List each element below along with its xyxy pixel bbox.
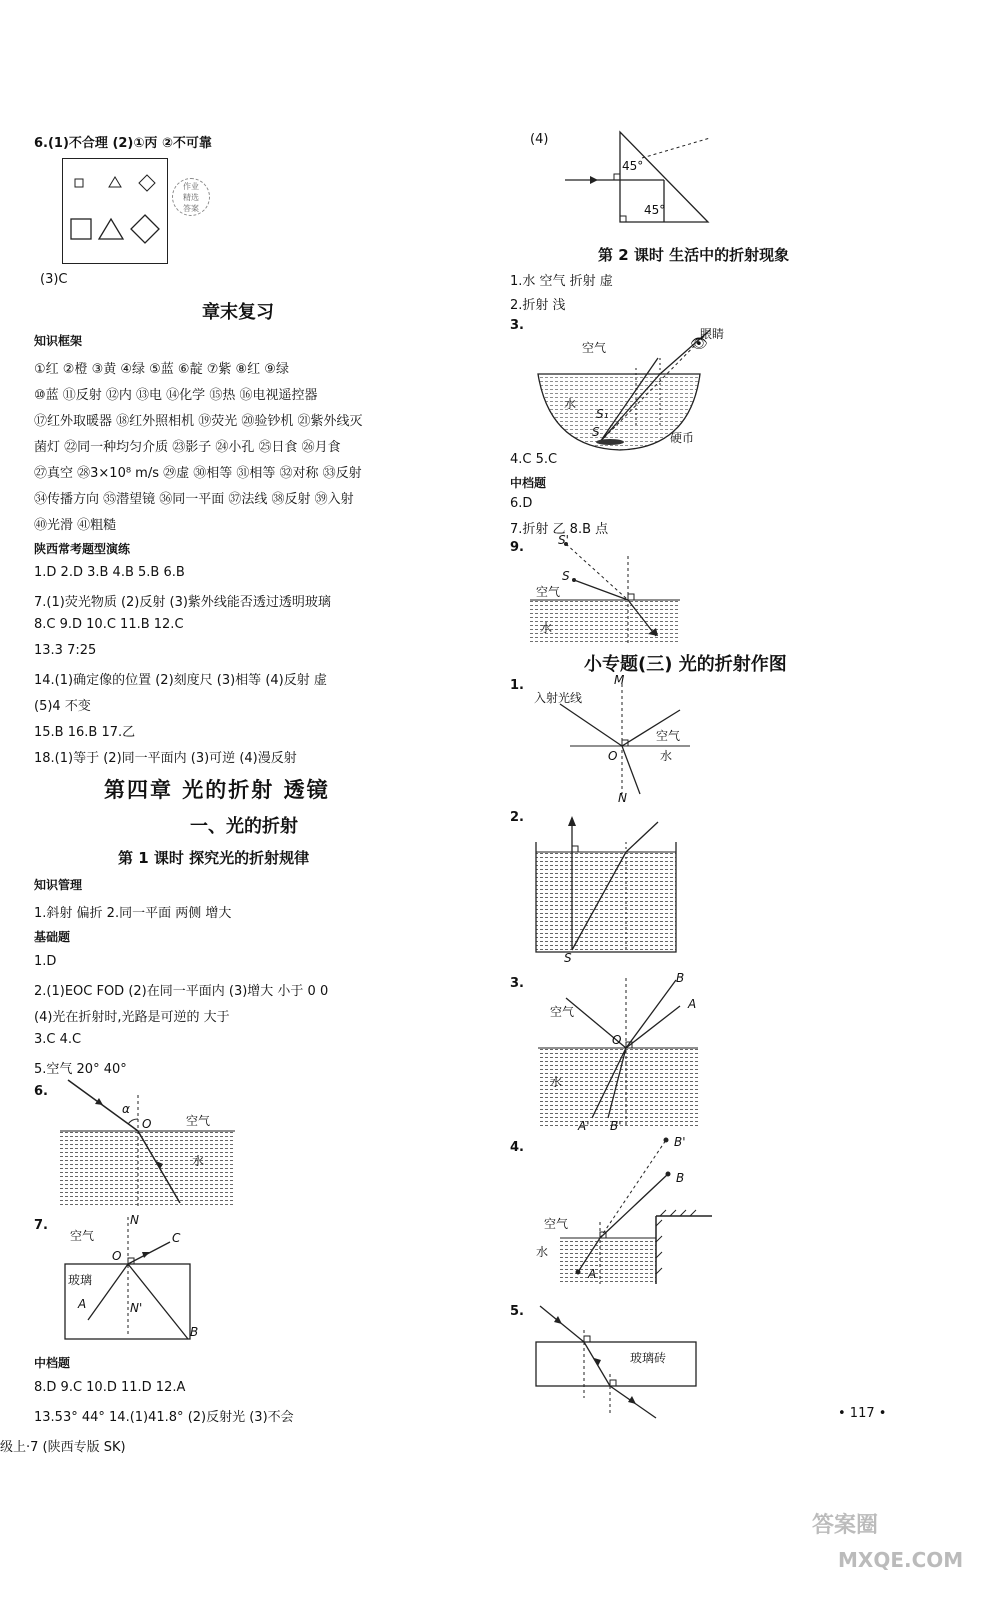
svg-text:O: O [112, 1249, 122, 1263]
framework-line: ⑩蓝 ⑪反射 ⑫内 ⑬电 ⑭化学 ⑮热 ⑯电视遥控器 [34, 388, 318, 403]
refraction-figure-6 [60, 1075, 240, 1210]
svg-text:S': S' [558, 533, 569, 547]
footer: 级上·7 (陕西专版 SK) [0, 1440, 126, 1455]
svg-text:45°: 45° [644, 203, 666, 217]
svg-text:B': B' [610, 1119, 622, 1133]
svg-text:S₁: S₁ [596, 407, 609, 421]
t-number: 4. [510, 1140, 524, 1155]
basic-line: 1.D [34, 954, 57, 969]
shaanxi-label: 陕西常考题型演练 [34, 542, 131, 556]
framework-line: ①红 ②橙 ③黄 ④绿 ⑤蓝 ⑥靛 ⑦紫 ⑧红 ⑨绿 [34, 362, 289, 377]
svg-text:S: S [564, 951, 572, 965]
framework-line: ⑰红外取暖器 ⑱红外照相机 ⑲荧光 ⑳验钞机 ㉑紫外线灭 [34, 414, 363, 429]
svg-text:B': B' [674, 1135, 686, 1149]
svg-text:45°: 45° [622, 159, 644, 173]
section-title: 一、光的折射 [190, 816, 298, 837]
svg-text:水: 水 [564, 397, 577, 411]
topic-figure-2 [530, 812, 690, 965]
q4-number: (4) [530, 132, 549, 147]
q6-number: 6. [34, 1084, 48, 1099]
mid-label-left: 中档题 [34, 1356, 71, 1370]
l2-line: 2.折射 浅 [510, 298, 566, 313]
basic-line: 5.空气 20° 40° [34, 1062, 127, 1077]
topic-figure-1 [530, 674, 700, 804]
shaanxi-line: 18.(1)等于 (2)同一平面内 (3)可逆 (4)漫反射 [34, 751, 297, 766]
svg-text:A: A [78, 1297, 87, 1311]
svg-text:N': N' [130, 1301, 143, 1315]
svg-text:N: N [618, 791, 627, 805]
refraction-figure-7 [60, 1212, 210, 1352]
topic-figure-4 [530, 1132, 720, 1287]
framework-line: ㉞传播方向 ㉟潜望镜 ㊱同一平面 ㊲法线 ㊳反射 ㊴入射 [34, 492, 354, 507]
prism-figure [560, 130, 720, 230]
review-title: 章末复习 [202, 302, 274, 323]
svg-text:水: 水 [192, 1154, 205, 1168]
shaanxi-line: 7.(1)荧光物质 (2)反射 (3)紫外线能否透过透明玻璃 [34, 595, 331, 610]
framework-line: ㉗真空 ㉘3×10⁸ m/s ㉙虚 ㉚相等 ㉛相等 ㉜对称 ㉝反射 [34, 466, 362, 481]
mid-line-right: 6.D [510, 496, 533, 511]
svg-text:S: S [592, 425, 600, 439]
framework-line: ㊵光滑 ㊶粗糙 [34, 518, 117, 533]
shaanxi-line: 14.(1)确定像的位置 (2)刻度尺 (3)相等 (4)反射 虚 [34, 673, 327, 688]
l2-line: 1.水 空气 折射 虚 [510, 274, 613, 289]
q7-number: 7. [34, 1218, 48, 1233]
shaanxi-line: 15.B 16.B 17.乙 [34, 725, 136, 740]
shaanxi-line: 13.3 7:25 [34, 643, 97, 658]
svg-text:水: 水 [540, 621, 553, 635]
t-number: 5. [510, 1304, 524, 1319]
q6-answer: 6.(1)不合理 (2)①丙 ②不可靠 [34, 136, 212, 151]
svg-text:S: S [562, 569, 570, 583]
svg-text:M: M [614, 673, 625, 687]
svg-text:水: 水 [660, 749, 673, 763]
svg-text:C: C [172, 1231, 181, 1245]
page-number: • 117 • [838, 1406, 887, 1421]
refraction-figure-9 [530, 533, 690, 648]
svg-text:空气: 空气 [550, 1005, 575, 1019]
svg-text:α: α [122, 1102, 130, 1116]
watermark-logo: 答案圈 [812, 1513, 879, 1538]
framework-label: 知识框架 [34, 334, 83, 348]
mid-label-right: 中档题 [510, 476, 547, 490]
lesson1-title: 第 1 课时 探究光的折射规律 [118, 849, 310, 867]
svg-text:B: B [676, 1171, 685, 1185]
topic-figure-3 [530, 968, 710, 1133]
svg-text:空气: 空气 [544, 1217, 569, 1231]
svg-text:A: A [588, 1267, 597, 1281]
svg-text:O: O [142, 1117, 152, 1131]
svg-text:B: B [676, 971, 685, 985]
shaanxi-line: 1.D 2.D 3.B 4.B 5.B 6.B [34, 565, 185, 580]
basic-line: (4)光在折射时,光路是可逆的 大于 [34, 1010, 230, 1025]
svg-text:入射光线: 入射光线 [534, 691, 583, 705]
q6-part3: (3)C [40, 272, 68, 287]
basic-label: 基础题 [34, 930, 71, 944]
mid-line: 8.D 9.C 10.D 11.D 12.A [34, 1380, 186, 1395]
knowledge-line: 1.斜射 偏折 2.同一平面 两侧 增大 [34, 906, 232, 921]
shapes-svg [63, 159, 167, 263]
svg-text:空气: 空气 [70, 1229, 95, 1243]
shapes-figure [62, 158, 168, 264]
eye-icon: 👁 [690, 336, 708, 352]
t-number: 1. [510, 678, 524, 693]
q3-number-l2: 3. [510, 318, 524, 333]
topic-figure-5 [530, 1298, 710, 1423]
svg-text:空气: 空气 [656, 729, 681, 743]
t-number: 3. [510, 976, 524, 991]
svg-text:玻璃砖: 玻璃砖 [630, 1351, 667, 1365]
basic-line: 2.(1)EOC FOD (2)在同一平面内 (3)增大 小于 0 0 [34, 984, 329, 999]
mid-line: 13.53° 44° 14.(1)41.8° (2)反射光 (3)不会 [34, 1410, 294, 1425]
shaanxi-line: (5)4 不变 [34, 699, 91, 714]
svg-text:眼睛: 眼睛 [700, 327, 725, 341]
svg-text:空气: 空气 [536, 585, 561, 599]
svg-text:空气: 空气 [582, 341, 607, 355]
mid-line-right: 7.折射 乙 8.B 点 [510, 522, 609, 537]
bowl-figure [530, 328, 740, 458]
svg-text:O: O [612, 1033, 622, 1047]
chapter-title: 第四章 光的折射 透镜 [104, 778, 330, 802]
svg-text:A': A' [578, 1119, 590, 1133]
topic-title: 小专题(三) 光的折射作图 [584, 654, 787, 675]
svg-text:A: A [688, 997, 697, 1011]
lesson2-title: 第 2 课时 生活中的折射现象 [598, 246, 790, 264]
svg-text:空气: 空气 [186, 1114, 211, 1128]
stamp-icon: 作业 精选 答案 [172, 178, 210, 216]
svg-text:O: O [608, 749, 618, 763]
svg-text:N: N [130, 1213, 139, 1227]
knowledge-label: 知识管理 [34, 878, 83, 892]
l2-after: 4.C 5.C [510, 452, 558, 467]
framework-line: 菌灯 ㉒同一种均匀介质 ㉓影子 ㉔小孔 ㉕日食 ㉖月食 [34, 440, 341, 455]
svg-text:水: 水 [550, 1075, 563, 1089]
svg-text:硬币: 硬币 [670, 431, 695, 445]
basic-line: 3.C 4.C [34, 1032, 82, 1047]
svg-text:玻璃: 玻璃 [68, 1273, 93, 1287]
watermark-url: MXQE.COM [838, 1548, 964, 1572]
q9-number: 9. [510, 540, 524, 555]
svg-text:B: B [190, 1325, 199, 1339]
shaanxi-line: 8.C 9.D 10.C 11.B 12.C [34, 617, 184, 632]
svg-text:水: 水 [536, 1245, 549, 1259]
t-number: 2. [510, 810, 524, 825]
